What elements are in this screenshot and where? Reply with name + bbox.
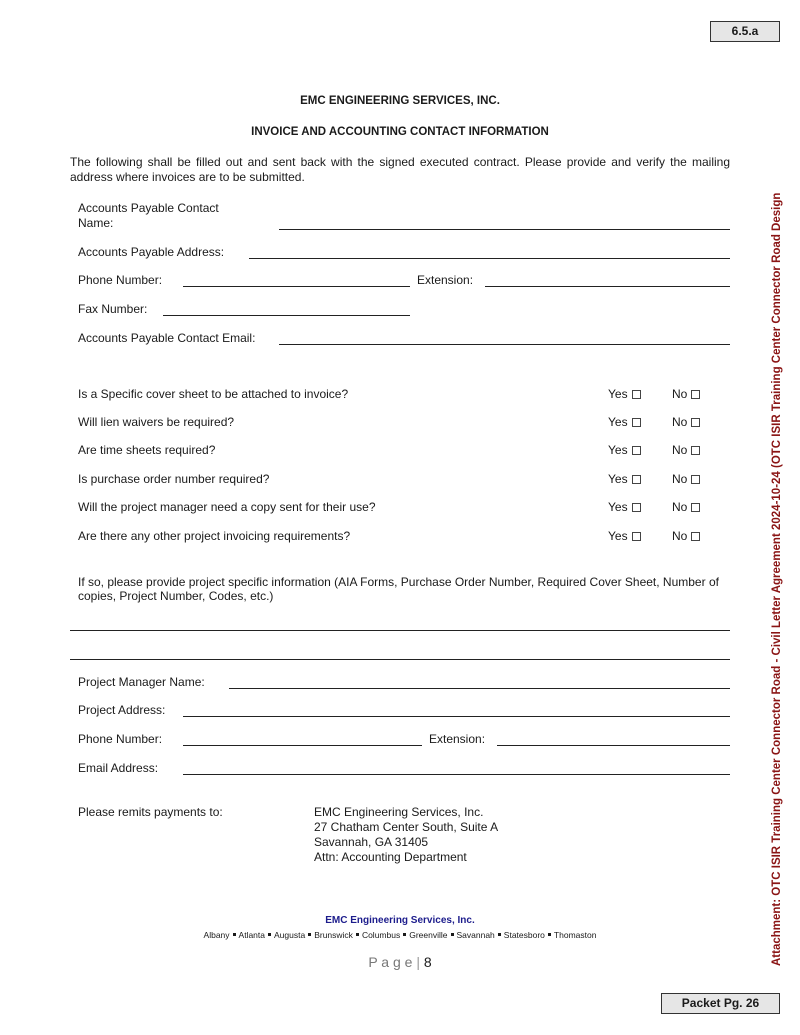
bullet-separator xyxy=(403,933,406,936)
ap-address-label: Accounts Payable Address: xyxy=(78,245,225,259)
yes-label: Yes xyxy=(608,472,628,486)
ap-contact-label-line1: Accounts Payable Contact xyxy=(78,201,219,215)
yes-checkbox[interactable] xyxy=(632,532,641,541)
yes-option[interactable] xyxy=(608,415,641,429)
project-address-label: Project Address: xyxy=(78,703,166,717)
yes-option[interactable] xyxy=(608,500,641,514)
packet-page-badge: Packet Pg. 26 xyxy=(661,993,780,1014)
pm-email-label: Email Address: xyxy=(78,761,159,775)
yes-label: Yes xyxy=(608,443,628,457)
phone-field[interactable] xyxy=(183,286,410,287)
remit-address-line: Attn: Accounting Department xyxy=(314,850,467,864)
city: Statesboro xyxy=(503,930,545,940)
project-address-field[interactable] xyxy=(183,716,730,717)
extension-field[interactable] xyxy=(485,286,730,287)
city: Albany xyxy=(203,930,230,940)
if-so-paragraph: If so, please provide project specific information (AIA Forms, Purchase Order Number, Required Cover Sheet, Number of copies, Project Number, Codes, etc.) xyxy=(78,575,719,603)
yes-checkbox[interactable] xyxy=(632,418,641,427)
pm-email-field[interactable] xyxy=(183,774,730,775)
bullet-separator xyxy=(548,933,551,936)
city: Greenville xyxy=(409,930,448,940)
no-checkbox[interactable] xyxy=(691,475,700,484)
yes-checkbox[interactable] xyxy=(632,390,641,399)
no-checkbox[interactable] xyxy=(691,418,700,427)
no-option[interactable] xyxy=(672,443,700,457)
yes-option[interactable] xyxy=(608,387,641,401)
no-option[interactable] xyxy=(672,387,700,401)
ap-address-field[interactable] xyxy=(249,258,730,259)
no-label: No xyxy=(672,415,688,429)
question-text: Will lien waivers be required? xyxy=(78,415,235,429)
yes-checkbox[interactable] xyxy=(632,503,641,512)
question-text: Is a Specific cover sheet to be attached to invoice? xyxy=(78,387,349,401)
yes-option[interactable] xyxy=(608,472,641,486)
fax-label: Fax Number: xyxy=(78,302,148,316)
yes-checkbox[interactable] xyxy=(632,475,641,484)
no-option[interactable] xyxy=(672,500,700,514)
no-checkbox[interactable] xyxy=(691,503,700,512)
city: Augusta xyxy=(274,930,306,940)
bullet-separator xyxy=(308,933,311,936)
yes-label: Yes xyxy=(608,387,628,401)
footer-cities xyxy=(0,930,800,940)
attachment-side-label: Attachment: OTC ISIR Training Center Connector Road - Civil Letter Agreement 2024-10-24 (OTC ISIR Training Center Connector Road Design xyxy=(771,192,783,966)
pm-phone-label: Phone Number: xyxy=(78,732,163,746)
no-label: No xyxy=(672,500,688,514)
pm-extension-label: Extension: xyxy=(429,732,486,746)
requirements-field-line-2[interactable] xyxy=(70,659,730,660)
yes-label: Yes xyxy=(608,415,628,429)
yes-label: Yes xyxy=(608,500,628,514)
question-text: Are time sheets required? xyxy=(78,443,216,457)
city: Columbus xyxy=(361,930,401,940)
no-option[interactable] xyxy=(672,529,700,543)
yes-label: Yes xyxy=(608,529,628,543)
no-checkbox[interactable] xyxy=(691,532,700,541)
pm-phone-field[interactable] xyxy=(183,745,422,746)
extension-label: Extension: xyxy=(417,273,474,287)
pm-name-field[interactable] xyxy=(229,688,730,689)
city: Savannah xyxy=(456,930,495,940)
page-number-footer xyxy=(0,954,800,970)
bullet-separator xyxy=(356,933,359,936)
ap-email-label: Accounts Payable Contact Email: xyxy=(78,331,256,345)
no-label: No xyxy=(672,443,688,457)
section-badge: 6.5.a xyxy=(710,21,780,42)
ap-email-field[interactable] xyxy=(279,344,730,345)
bullet-separator xyxy=(498,933,501,936)
city: Atlanta xyxy=(238,930,265,940)
city: Brunswick xyxy=(314,930,353,940)
form-title: INVOICE AND ACCOUNTING CONTACT INFORMATION xyxy=(251,126,549,138)
fax-field[interactable] xyxy=(163,315,410,316)
remit-address-line: Savannah, GA 31405 xyxy=(314,835,429,849)
footer-company: EMC Engineering Services, Inc. xyxy=(325,915,475,926)
ap-contact-label-line2: Name: xyxy=(78,216,114,230)
remit-address xyxy=(314,805,498,865)
yes-option[interactable] xyxy=(608,443,641,457)
yes-checkbox[interactable] xyxy=(632,446,641,455)
bullet-separator xyxy=(233,933,236,936)
pm-name-label: Project Manager Name: xyxy=(78,675,205,689)
company-title: EMC ENGINEERING SERVICES, INC. xyxy=(300,95,500,107)
no-label: No xyxy=(672,387,688,401)
no-option[interactable] xyxy=(672,472,700,486)
yes-option[interactable] xyxy=(608,529,641,543)
page-divider: | xyxy=(412,954,424,970)
ap-contact-label xyxy=(78,201,219,231)
ap-contact-name-field[interactable] xyxy=(279,229,730,230)
remit-label: Please remits payments to: xyxy=(78,805,223,819)
remit-address-line: 27 Chatham Center South, Suite A xyxy=(314,820,499,834)
no-checkbox[interactable] xyxy=(691,390,700,399)
question-text: Will the project manager need a copy sent for their use? xyxy=(78,500,376,514)
no-label: No xyxy=(672,529,688,543)
no-checkbox[interactable] xyxy=(691,446,700,455)
phone-label: Phone Number: xyxy=(78,273,163,287)
question-text: Is purchase order number required? xyxy=(78,472,270,486)
question-text: Are there any other project invoicing requirements? xyxy=(78,529,351,543)
remit-address-line: EMC Engineering Services, Inc. xyxy=(314,805,484,819)
page-label: P a g e xyxy=(368,954,413,970)
requirements-field-line-1[interactable] xyxy=(70,630,730,631)
no-option[interactable] xyxy=(672,415,700,429)
city: Thomaston xyxy=(553,930,597,940)
intro-paragraph: The following shall be filled out and sent back with the signed executed contract. Please provide and verify the mailing address where invoices are to be submitted. xyxy=(70,155,730,184)
no-label: No xyxy=(672,472,688,486)
page-number: 8 xyxy=(423,954,432,970)
pm-extension-field[interactable] xyxy=(497,745,730,746)
bullet-separator xyxy=(268,933,271,936)
bullet-separator xyxy=(451,933,454,936)
